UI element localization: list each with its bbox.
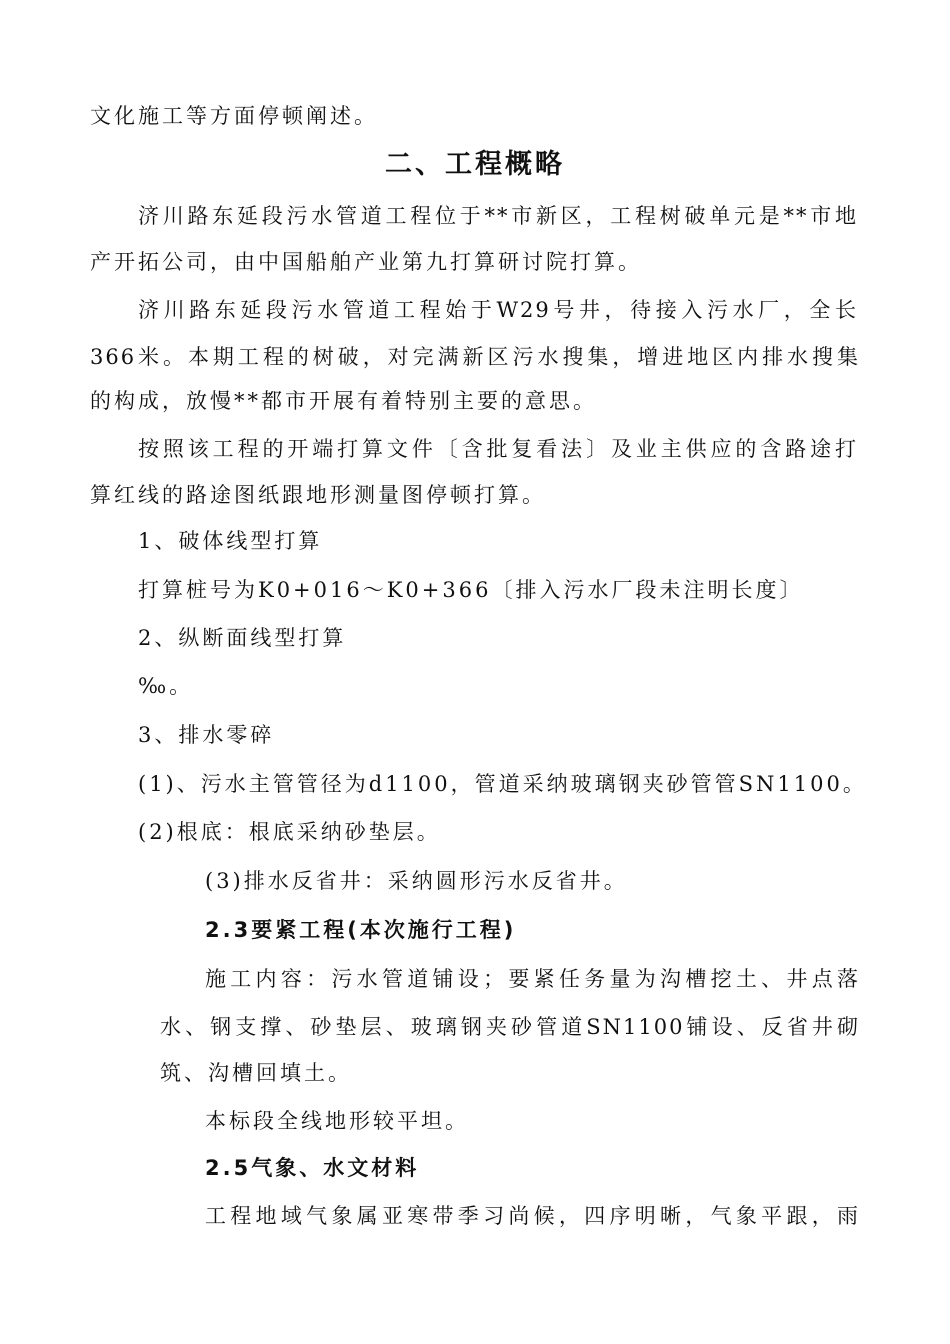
text-line: 工程地域气象属亚寒带季习尚候，四序明晰，气象平跟，雨 bbox=[205, 1204, 860, 1228]
text-line: 济川路东延段污水管道工程始于W29号井，待接入污水厂，全长 bbox=[138, 298, 858, 322]
subsection-heading: 2.5气象、水文材料 bbox=[205, 1156, 420, 1180]
text-line: 济川路东延段污水管道工程位于**市新区，工程树破单元是**市地 bbox=[138, 204, 858, 228]
text-line: (2)根底：根底采纳砂垫层。 bbox=[138, 820, 441, 844]
text-line: 1、破体线型打算 bbox=[138, 529, 323, 553]
text-line: 算红线的路途图纸跟地形测量图停顿打算。 bbox=[90, 483, 546, 507]
text-line: 施工内容：污水管道铺设；要紧任务量为沟槽挖土、井点落 bbox=[205, 967, 860, 991]
text-line: 打算桩号为K0+016～K0+366〔排入污水厂段未注明长度〕 bbox=[138, 578, 804, 602]
text-line: 366米。本期工程的树破，对完满新区污水搜集，增进地区内排水搜集 bbox=[90, 345, 860, 369]
text-line: ‰。 bbox=[138, 674, 194, 698]
text-line: 文化施工等方面停顿阐述。 bbox=[90, 104, 378, 128]
text-line: 3、排水零碎 bbox=[138, 723, 275, 747]
text-line: 产开拓公司，由中国船舶产业第九打算研讨院打算。 bbox=[90, 250, 642, 274]
text-line: 本标段全线地形较平坦。 bbox=[205, 1109, 469, 1133]
subsection-heading: 2.3要紧工程(本次施行工程) bbox=[205, 918, 517, 942]
section-heading: 二、工程概略 bbox=[385, 149, 565, 180]
text-line: (3)排水反省井：采纳圆形污水反省井。 bbox=[205, 869, 628, 893]
text-line: 水、钢支撑、砂垫层、玻璃钢夹砂管道SN1100铺设、反省井砌 bbox=[160, 1015, 860, 1039]
text-line: 的构成，放慢**都市开展有着特别主要的意思。 bbox=[90, 389, 597, 413]
text-line: (1)、污水主管管径为d1100，管道采纳玻璃钢夹砂管管SN1100。 bbox=[138, 772, 867, 796]
text-line: 按照该工程的开端打算文件〔含批复看法〕及业主供应的含路途打 bbox=[138, 437, 858, 461]
text-line: 2、纵断面线型打算 bbox=[138, 626, 347, 650]
text-line: 筑、沟槽回填土。 bbox=[160, 1061, 352, 1085]
